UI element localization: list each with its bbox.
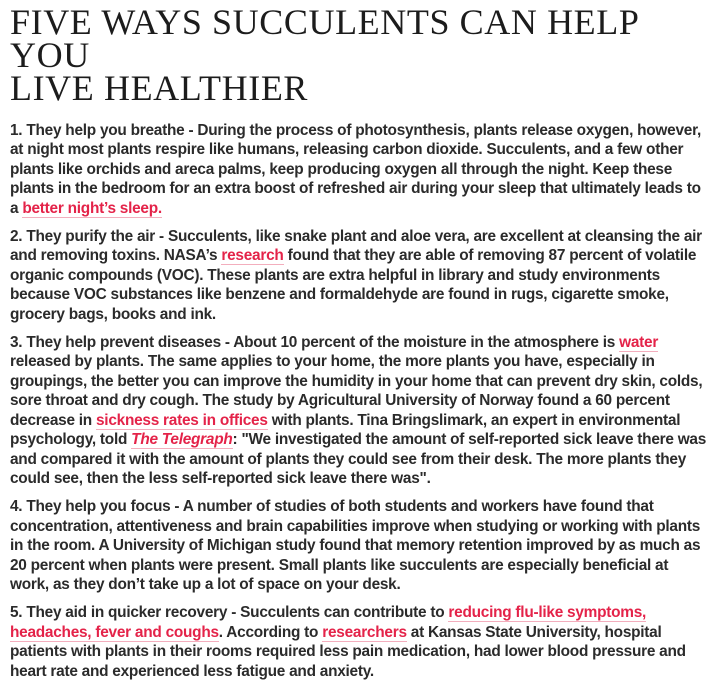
paragraph-2: 2. They purify the air - Succulents, like snake plant and aloe vera, are excellent at cleansing the air and removing toxins. NASA’s research found that they are able of removing 87 percent of volatile organic compounds (VOC). These plants are extra helpful in library and study environments because VOC substances like benzene and formaldehyde are found in rugs, cigarette smoke, grocery bags, books and ink. (10, 228, 702, 323)
link-sickness-rates-in-offices[interactable]: sickness rates in offices (95, 411, 268, 429)
link-research[interactable]: research (221, 247, 284, 265)
page-title (10, 2, 704, 108)
link-better-nights-sleep[interactable]: better night’s sleep. (22, 199, 162, 217)
article-body (10, 121, 711, 681)
link-water[interactable]: water (619, 334, 659, 352)
link-the-telegraph[interactable]: The Telegraph (131, 431, 233, 449)
paragraph-3: 3. They help prevent diseases - About 10 percent of the moisture in the atmosphere is water released by plants. The same applies to your home, the more plants you have, especially in groupings, the better you can improve the humidity in your home that can prevent dry skin, colds, sore throat and dry cough. The study by Agricultural University of Norway found a 60 percent decrease in sickness rates in offices with plants. Tina Bringslimark, an expert in environmental psychology, told The Telegraph: "We investigated the amount of self-reported sick leave there was and compared it with the amount of plants they could see from their desk. The more plants they could see, then the less self-reported sick leave there was". (10, 334, 707, 487)
page-title-line-1: FIVE WAYS SUCCULENTS CAN HELP YOU (10, 2, 639, 75)
link-researchers[interactable]: researchers (322, 623, 407, 641)
paragraph-4: 4. They help you focus - A number of studies of both students and workers have found that concentration, attentiveness and brain capabilities improve when studying or working with plants in the room. A University of Michigan study found that memory retention improved by as much as 20 percent when plants were present. Small plants like succulents are especially beneficial at work, as they don’t take up a lot of space on your desk. (10, 498, 701, 593)
link-reducing-flu-like-symptoms[interactable]: reducing flu-like symptoms, headaches, fever and coughs (10, 604, 647, 641)
page-title-line-2: LIVE HEALTHIER (10, 68, 309, 108)
paragraph-5: 5. They aid in quicker recovery - Succulents can contribute to reducing flu-like symptoms, headaches, fever and coughs. According to researchers at Kansas State University, hospital patients with plants in their rooms required less pain medication, had lower blood pressure and heart rate and experienced less fatigue and anxiety. (10, 604, 686, 680)
paragraph-1: 1. They help you breathe - During the process of photosynthesis, plants release oxygen, however, at night most plants respire like humans, releasing carbon dioxide. Succulents, and a few other plants like orchids and areca palms, keep producing oxygen all through the night. Keep these plants in the bedroom for an extra boost of refreshed air during your sleep that ultimately leads to a better night’s sleep. (10, 122, 701, 217)
